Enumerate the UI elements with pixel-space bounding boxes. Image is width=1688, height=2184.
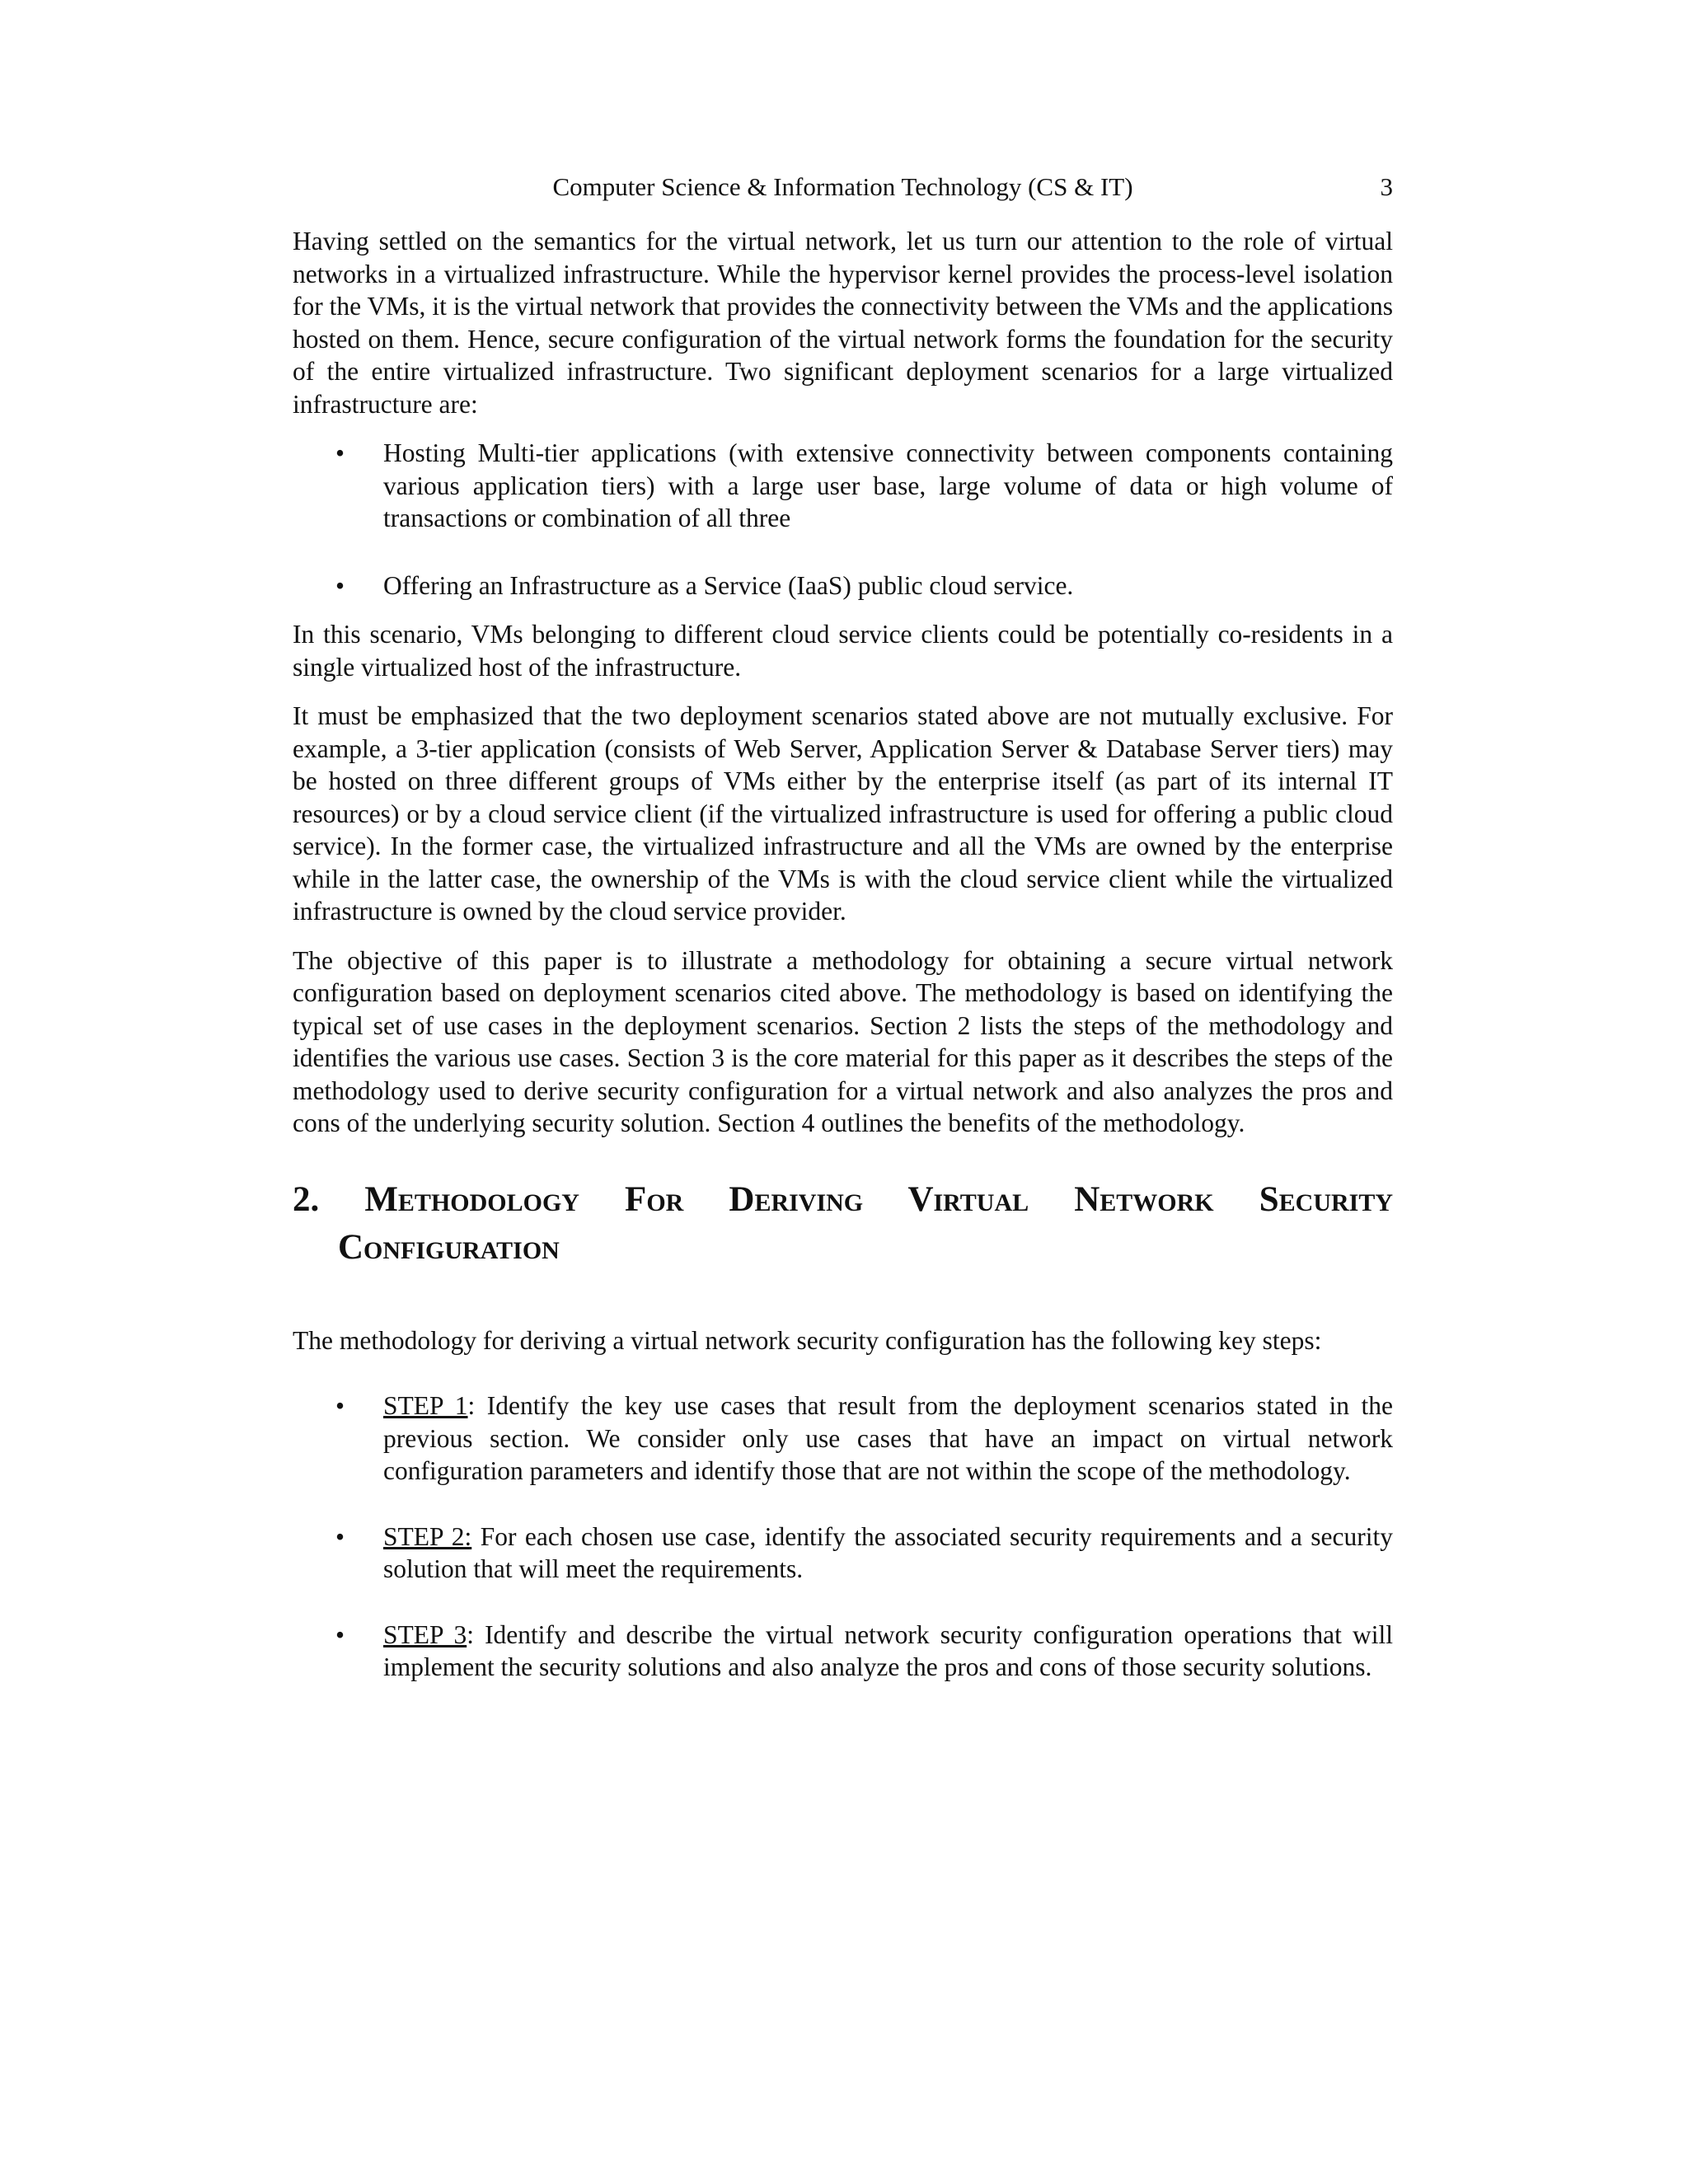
- list-item: [293, 1390, 1393, 1488]
- step-description: For each chosen use case, identify the associated security requirements and a security solution that will meet the requirements.: [383, 1521, 1393, 1583]
- journal-title: Computer Science & Information Technology (CS & IT): [552, 172, 1133, 201]
- running-header: [293, 169, 1393, 205]
- steps-list: [293, 1390, 1393, 1684]
- step-separator: :: [467, 1391, 476, 1420]
- bullet-icon: •: [335, 570, 345, 600]
- deployment-scenarios-list: [293, 437, 1393, 602]
- step-text: [383, 1521, 1393, 1586]
- bullet-icon: •: [335, 1619, 345, 1649]
- bullet-icon: •: [335, 1521, 345, 1551]
- list-item: [293, 437, 1393, 535]
- intro-paragraph-2: In this scenario, VMs belonging to different cloud service clients could be potentially co-residents in a single virtualized host of the infrastructure.: [293, 620, 1393, 682]
- step-label: STEP 2:: [383, 1521, 472, 1551]
- list-item-text: Offering an Infrastructure as a Service (IaaS) public cloud service.: [383, 570, 1074, 600]
- intro-paragraph-3: It must be emphasized that the two deployment scenarios stated above are not mutually exclusive. For example, a 3-tier application (consists of Web Server, Application Server & Database Server tiers) may be hosted on three different groups of VMs either by the enterprise itself (as part of its internal IT resources) or by a cloud service client (if the virtualized infrastructure is used for offering a public cloud service). In the former case, the virtualized infrastructure and all the VMs are owned by the enterprise while in the latter case, the ownership of the VMs is with the cloud service client while the virtualized infrastructure is owned by the cloud service provider.: [293, 701, 1393, 926]
- section-paragraph-1: The methodology for deriving a virtual network security configuration has the following key steps:: [293, 1325, 1322, 1355]
- list-item: [293, 1521, 1393, 1586]
- intro-paragraph-4: The objective of this paper is to illustrate a methodology for obtaining a secure virtual network configuration based on deployment scenarios cited above. The methodology is based on identifying the typical set of use cases in the deployment scenarios. Section 2 lists the steps of the methodology and identifies the various use cases. Section 3 is the core material for this paper as it describes the steps of the methodology used to derive security configuration for a virtual network and also analyzes the pros and cons of the underlying security solution. Section 4 outlines the benefits of the methodology.: [293, 945, 1393, 1137]
- step-description: Identify the key use cases that result from the deployment scenarios stated in the previous section. We consider only use cases that have an impact on virtual network configuration parameters and identify those that are not within the scope of the methodology.: [383, 1391, 1393, 1485]
- step-text: [383, 1390, 1393, 1488]
- bullet-icon: •: [335, 1391, 345, 1420]
- step-description: Identify and describe the virtual network security configuration operations that will implement the security solutions and also analyze the pros and cons of those security solutions.: [383, 1619, 1393, 1681]
- step-label: STEP 3: [383, 1619, 467, 1649]
- page: [293, 169, 1393, 1684]
- step-label: STEP 1: [383, 1391, 468, 1420]
- section-heading: 2. Methodology For Deriving Virtual Network Security Configuration: [293, 1179, 1393, 1267]
- page-number: 3: [1380, 172, 1393, 201]
- intro-paragraph-1: Having settled on the semantics for the virtual network, let us turn our attention to the role of virtual networks in a virtualized infrastructure. While the hypervisor kernel provides the process-level isolation for the VMs, it is the virtual network that provides the connectivity between the VMs and the applications hosted on them. Hence, secure configuration of the virtual network forms the foundation for the security of the entire virtualized infrastructure. Two significant deployment scenarios for a large virtualized infrastructure are:: [293, 227, 1393, 419]
- step-separator: :: [467, 1619, 474, 1649]
- list-item: [293, 1619, 1393, 1684]
- bullet-icon: •: [335, 438, 345, 467]
- list-item-text: Hosting Multi-tier applications (with extensive connectivity between components containing various application tiers) with a large user base, large volume of data or high volume of transactions or combination of all three: [383, 438, 1393, 532]
- list-item: [293, 569, 1393, 602]
- step-text: [383, 1619, 1393, 1684]
